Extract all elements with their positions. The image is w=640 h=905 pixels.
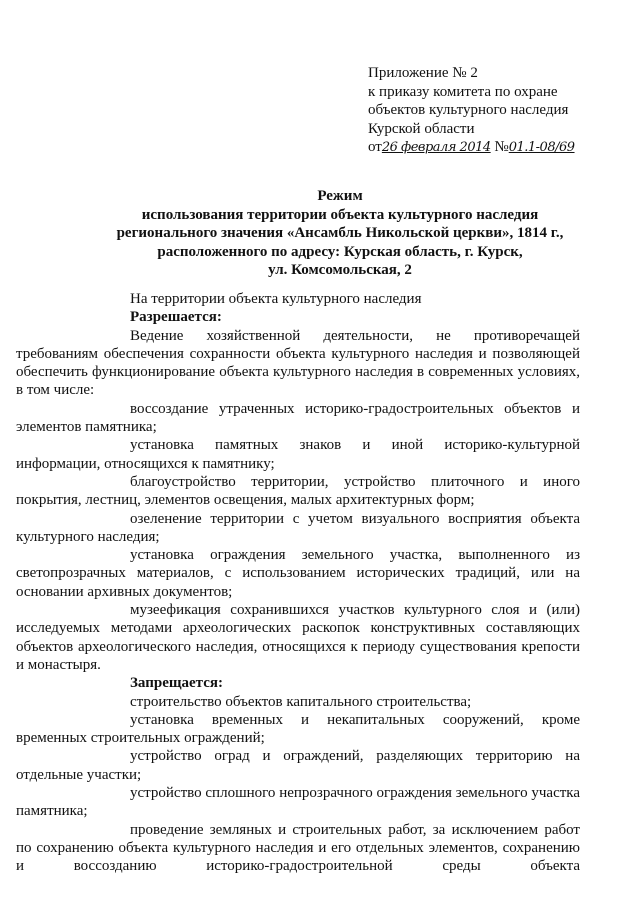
document-title: [100, 187, 580, 280]
appendix-line-2: к приказу комитета по охране: [368, 83, 558, 100]
handwritten-number: 01.1-08/69: [508, 140, 575, 155]
date-prefix: от: [368, 139, 382, 155]
document-body: [16, 290, 580, 876]
forbidden-item: устройство оград и ограждений, разделяющих территорию на отдельные участки;: [16, 748, 580, 783]
appendix-line-4: Курской области: [368, 120, 475, 137]
allowed-heading: Разрешается:: [130, 309, 222, 326]
title-line-2: использования территории объекта культурного наследия: [141, 206, 539, 223]
allowed-item: установка памятных знаков и иной историко-культурной информации, относящихся к памятнику;: [16, 437, 580, 472]
appendix-line-1: Приложение № 2: [368, 65, 478, 81]
title-line-5: ул. Комсомольская, 2: [268, 262, 412, 278]
intro-paragraph: На территории объекта культурного наследия: [130, 291, 422, 307]
allowed-item: воссоздание утраченных историко-градостроительных объектов и элементов памятника;: [16, 400, 580, 436]
forbidden-item: устройство сплошного непрозрачного ограждения земельного участка памятника;: [16, 785, 580, 820]
forbidden-item: проведение земляных и строительных работ, за исключением работ по сохранению объекта культурного наследия и его отдельных элементов, сохранению и воссозданию историко-градостроительной среды объекта: [16, 821, 580, 875]
forbidden-item: строительство объектов капитального строительства;: [130, 693, 472, 710]
title-line-1: Режим: [317, 188, 363, 204]
allowed-item: музеефикация сохранившихся участков культурного слоя и (или) исследуемых методами археологических раскопок конструктивных составляющих объектов археологического наследия, относящихся к периоду существования крепости и монастыря.: [16, 602, 580, 673]
number-prefix: №: [494, 139, 509, 155]
appendix-line-3: объектов культурного наследия: [368, 102, 569, 118]
appendix-block: [368, 64, 575, 158]
allowed-item: благоустройство территории, устройство плиточного и иного покрытия, лестниц, элементов освещения, малых архитектурных форм;: [16, 473, 580, 509]
forbidden-heading: Запрещается:: [130, 675, 224, 692]
title-line-3: регионального значения «Ансамбль Никольской церкви», 1814 г.,: [116, 225, 564, 241]
handwritten-date: 26 февраля 2014: [381, 140, 491, 155]
title-line-4: расположенного по адресу: Курская область, г. Курск,: [157, 243, 523, 260]
appendix-date-line: [368, 138, 575, 158]
allowed-item: озеленение территории с учетом визуального восприятия объекта культурного наследия;: [16, 510, 580, 545]
allowed-item: Ведение хозяйственной деятельности, не противоречащей требованиям обеспечения сохранности объекта культурного наследия и позволяющей обеспечить функционирование объекта культурного наследия в современных условиях, в том числе:: [16, 327, 580, 399]
allowed-item: установка ограждения земельного участка, выполненного из светопрозрачных материалов, с использованием исторических традиций, или на основании архивных документов;: [16, 547, 580, 600]
forbidden-item: установка временных и некапитальных сооружений, кроме временных строительных ограждений;: [16, 711, 580, 747]
